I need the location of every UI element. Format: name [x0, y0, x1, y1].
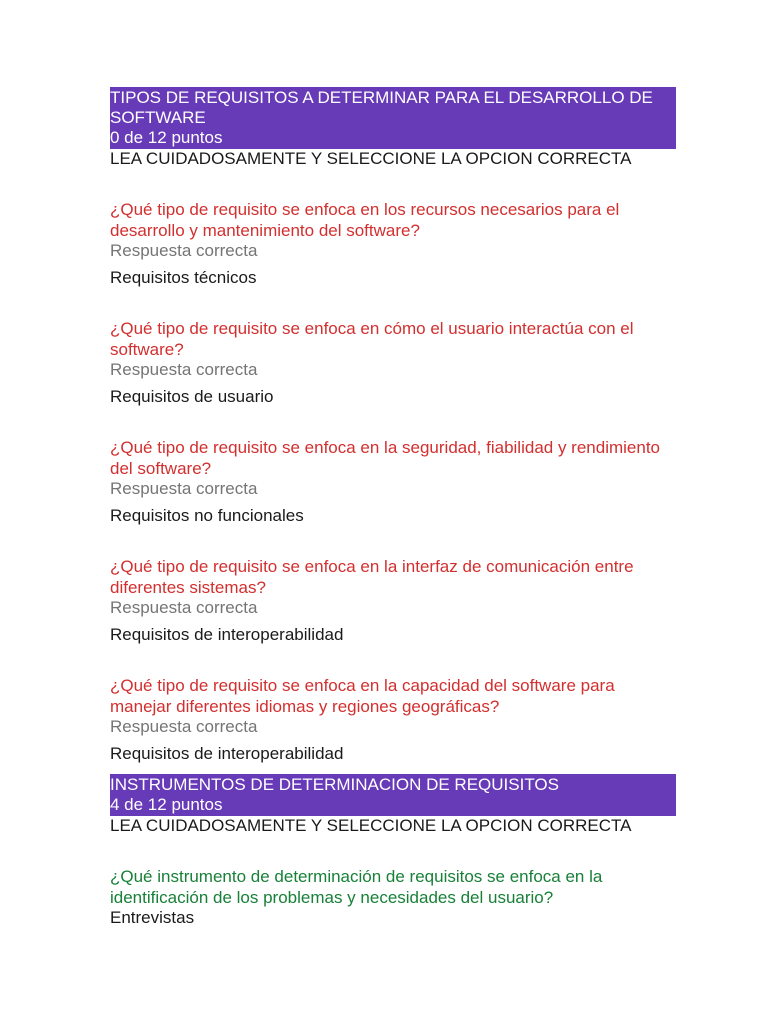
- section-instrumentos: [110, 774, 676, 928]
- question-item: [110, 675, 676, 764]
- question-text: ¿Qué tipo de requisito se enfoca en los recursos necesarios para el desarrollo y mantenimiento del software?: [110, 200, 620, 240]
- answer-status: Respuesta correcta: [110, 598, 258, 617]
- section-header: [110, 774, 676, 816]
- question-text: ¿Qué tipo de requisito se enfoca en cómo el usuario interactúa con el software?: [110, 319, 634, 359]
- answer-status: Respuesta correcta: [110, 241, 258, 260]
- section-tipos-requisitos: [110, 87, 676, 764]
- section-instruction: LEA CUIDADOSAMENTE Y SELECCIONE LA OPCION CORRECTA: [110, 149, 632, 168]
- section-header: [110, 87, 676, 149]
- question-item: [110, 437, 676, 526]
- question-item: [110, 199, 676, 288]
- answer-text: Requisitos de interoperabilidad: [110, 744, 344, 763]
- answer-text: Requisitos no funcionales: [110, 506, 304, 525]
- section-points: 0 de 12 puntos: [110, 128, 223, 147]
- question-item: [110, 556, 676, 645]
- question-text: ¿Qué tipo de requisito se enfoca en la capacidad del software para manejar diferentes idiomas y regiones geográficas?: [110, 676, 615, 716]
- section-title: INSTRUMENTOS DE DETERMINACION DE REQUISITOS: [110, 775, 559, 794]
- answer-status: Respuesta correcta: [110, 360, 258, 379]
- answer-text: Requisitos técnicos: [110, 268, 257, 287]
- answer-status: Respuesta correcta: [110, 717, 258, 736]
- section-instruction: LEA CUIDADOSAMENTE Y SELECCIONE LA OPCION CORRECTA: [110, 816, 632, 835]
- question-text: ¿Qué tipo de requisito se enfoca en la interfaz de comunicación entre diferentes sistemas?: [110, 557, 634, 597]
- section-points: 4 de 12 puntos: [110, 795, 223, 814]
- answer-text: Entrevistas: [110, 908, 195, 927]
- answer-text: Requisitos de interoperabilidad: [110, 625, 344, 644]
- answer-text: Requisitos de usuario: [110, 387, 274, 406]
- question-text: ¿Qué instrumento de determinación de requisitos se enfoca en la identificación de los problemas y necesidades del usuario?: [110, 867, 603, 907]
- answer-status: Respuesta correcta: [110, 479, 258, 498]
- question-item: [110, 866, 676, 928]
- question-text: ¿Qué tipo de requisito se enfoca en la seguridad, fiabilidad y rendimiento del software?: [110, 438, 661, 478]
- question-item: [110, 318, 676, 407]
- document-page: [110, 87, 676, 928]
- section-title: TIPOS DE REQUISITOS A DETERMINAR PARA EL DESARROLLO DE SOFTWARE: [110, 88, 653, 127]
